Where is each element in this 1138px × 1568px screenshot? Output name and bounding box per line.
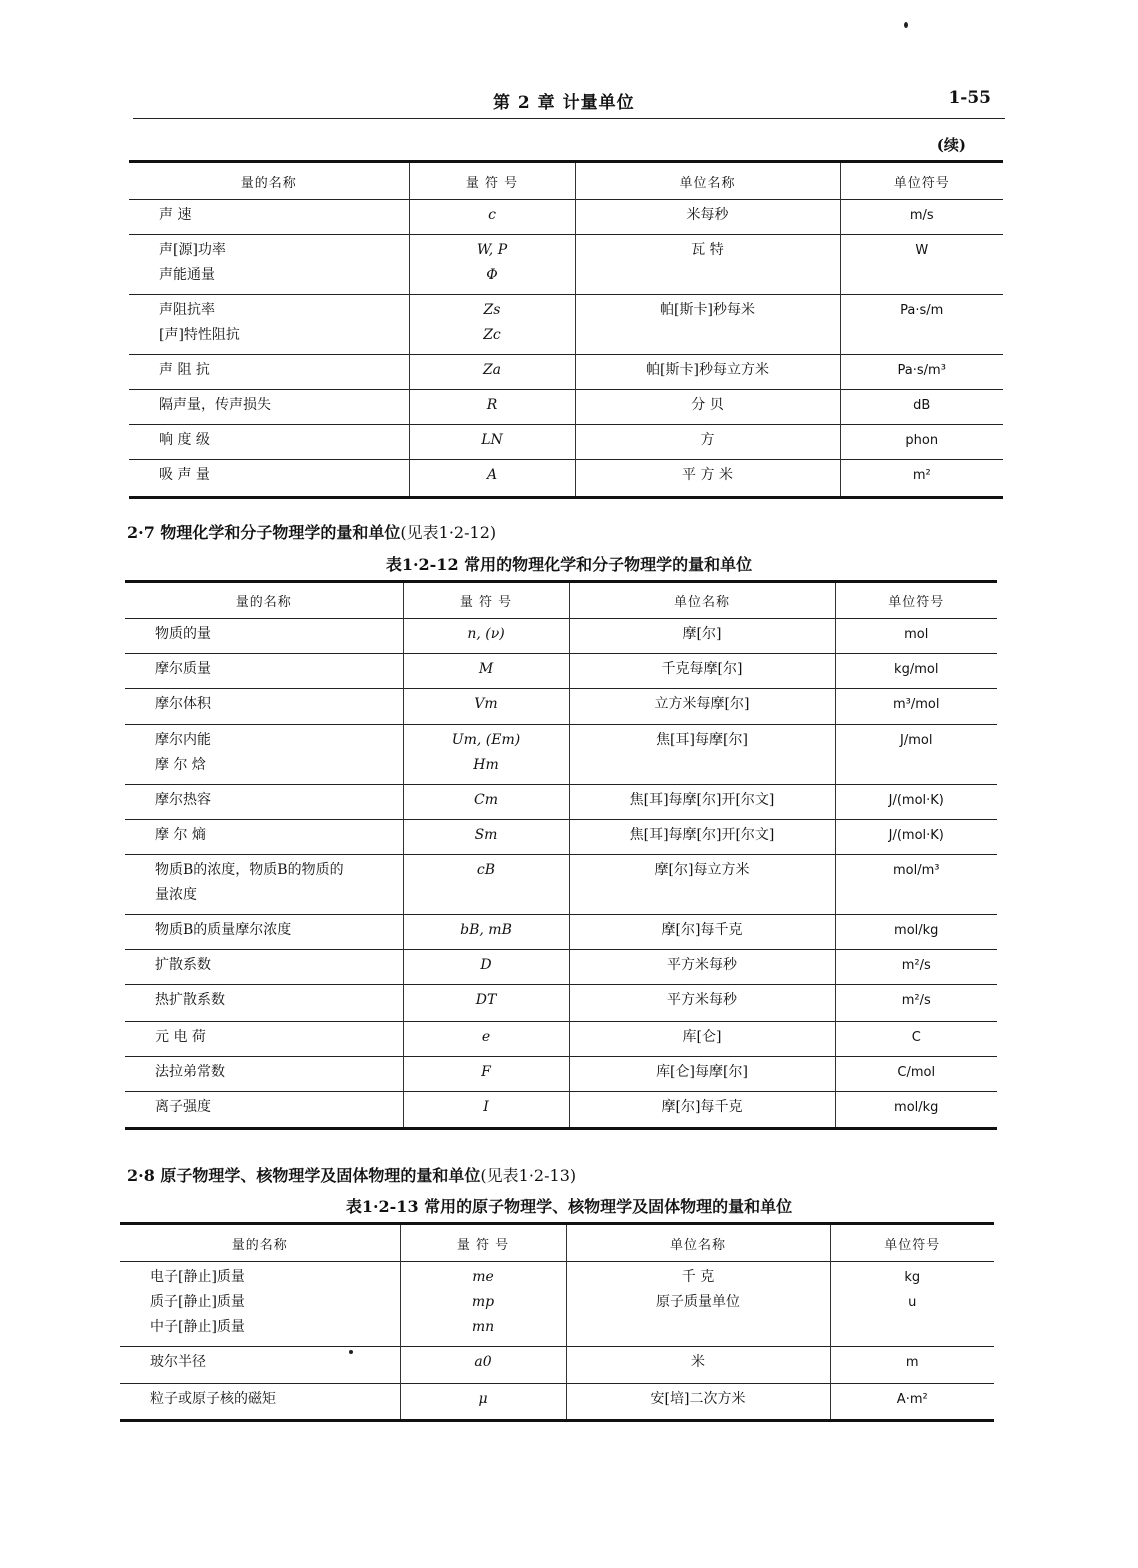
quantity-name-cell — [129, 390, 409, 425]
unit-symbol: mol/kg — [894, 923, 939, 938]
quantity-symbol-cell — [409, 390, 575, 425]
quantity-symbol: Hm — [473, 757, 499, 773]
unit-symbol: mol/m³ — [893, 863, 940, 878]
quantity-symbol-cell — [400, 1262, 566, 1347]
unit-name: 安[培]二次方米 — [650, 1391, 746, 1407]
quantity-name-cell — [120, 1262, 400, 1347]
quantity-symbol-cell — [403, 820, 569, 855]
col-header-unit-symbol: 单位符号 — [835, 582, 997, 619]
quantity-name-cell — [125, 1092, 403, 1129]
table-row — [125, 985, 997, 1022]
table-row — [129, 295, 1003, 355]
quantity-symbol: I — [483, 1099, 489, 1115]
unit-name-cell — [569, 915, 835, 950]
col-header-quantity: 量的名称 — [235, 595, 292, 610]
col-header-quantity: 量的名称 — [231, 1237, 288, 1253]
continued-label: (续) — [936, 136, 966, 154]
table-header-row — [120, 1224, 994, 1262]
unit-symbol: W — [915, 243, 929, 258]
unit-name-cell — [569, 820, 835, 855]
unit-symbol-cell — [840, 425, 1003, 460]
quantity-name: 声阻抗率 — [159, 302, 215, 318]
table-row — [125, 654, 997, 689]
unit-name-cell — [569, 950, 835, 985]
section-title: 2·8 原子物理学、核物理学及固体物理的量和单位 — [127, 1166, 481, 1185]
unit-symbol-cell — [840, 200, 1003, 235]
quantity-symbol-cell — [400, 1347, 566, 1384]
unit-name-cell — [575, 425, 840, 460]
quantity-name: 声能通量 — [159, 267, 215, 283]
table-row — [125, 689, 997, 725]
header-rule — [133, 118, 1005, 119]
quantity-name-cell — [129, 295, 409, 355]
table-row — [125, 725, 997, 785]
section-table-ref: (见表1·2-12) — [400, 523, 497, 542]
quantity-symbol: M — [478, 661, 494, 677]
quantity-symbol-cell — [403, 1022, 569, 1057]
quantity-symbol: Sm — [474, 827, 498, 843]
quantity-name: 扩散系数 — [155, 957, 211, 973]
quantity-symbol-cell — [409, 460, 575, 498]
quantity-name-cell — [125, 820, 403, 855]
quantity-symbol-cell — [409, 355, 575, 390]
unit-name-cell — [569, 1057, 835, 1092]
quantity-name: 隔声量，传声损失 — [159, 397, 271, 413]
unit-name-cell — [575, 235, 840, 295]
unit-symbol: mol/kg — [894, 1100, 939, 1115]
table-caption-1-2-12: 表1·2-12 常用的物理化学和分子物理学的量和单位 — [385, 555, 753, 574]
unit-symbol: C/mol — [897, 1065, 936, 1080]
quantity-name: 热扩散系数 — [155, 992, 225, 1008]
quantity-name-cell — [125, 915, 403, 950]
table-row — [125, 915, 997, 950]
unit-name-cell — [569, 785, 835, 820]
table-row — [125, 820, 997, 855]
unit-symbol: Pa·s/m — [900, 303, 944, 318]
quantity-name: 物质B的浓度，物质B的物质的 — [155, 862, 344, 878]
unit-symbol-cell — [835, 689, 997, 725]
quantity-name: 电子[静止]质量 — [150, 1269, 245, 1285]
unit-symbol-cell — [835, 1057, 997, 1092]
unit-name-cell — [566, 1262, 830, 1347]
quantity-symbol: a0 — [474, 1354, 492, 1370]
col-header-quantity: 量的名称 — [240, 175, 297, 191]
quantity-symbol: cB — [476, 862, 496, 878]
table-row — [120, 1347, 994, 1384]
unit-name: 立方米每摩[尔] — [654, 696, 750, 712]
quantity-name: 量浓度 — [155, 887, 197, 903]
quantity-symbol-cell — [403, 915, 569, 950]
table-row — [125, 619, 997, 654]
unit-name: 米每秒 — [686, 207, 729, 223]
col-header-symbol: 量 符 号 — [400, 1224, 566, 1262]
unit-symbol-cell — [840, 460, 1003, 498]
unit-name: 瓦 特 — [691, 242, 724, 258]
quantity-symbol-cell — [400, 1384, 566, 1421]
unit-name: 帕[斯卡]秒每米 — [660, 302, 755, 318]
quantity-name: 物质B的质量摩尔浓度 — [155, 922, 292, 938]
scan-speck — [349, 1350, 353, 1354]
unit-name-cell — [575, 390, 840, 425]
unit-name-cell — [569, 1022, 835, 1057]
col-header-unit-name: 单位名称 — [566, 1224, 830, 1262]
col-header-unit-name: 单位名称 — [569, 582, 835, 619]
quantity-name: 声 阻 抗 — [159, 362, 210, 378]
quantity-symbol-cell — [409, 295, 575, 355]
quantity-symbol: F — [481, 1064, 491, 1080]
unit-symbol-cell — [840, 355, 1003, 390]
unit-name: 千克每摩[尔] — [661, 661, 743, 677]
unit-name: 平方米每秒 — [667, 992, 737, 1008]
quantity-symbol-cell — [409, 200, 575, 235]
quantity-symbol: A — [486, 467, 498, 483]
quantity-symbol-cell — [403, 785, 569, 820]
quantity-symbol-cell — [403, 725, 569, 785]
quantity-name-cell — [125, 1022, 403, 1057]
table-row — [125, 1092, 997, 1129]
quantity-name-cell — [129, 460, 409, 498]
unit-symbol: m² — [912, 468, 931, 483]
table-1-2-13 — [120, 1222, 994, 1422]
quantity-name: 离子强度 — [155, 1099, 211, 1115]
table-row — [120, 1384, 994, 1421]
quantity-symbol: W, P — [476, 242, 508, 258]
quantity-name: [声]特性阻抗 — [159, 327, 240, 343]
section-title: 2·7 物理化学和分子物理学的量和单位 — [127, 523, 401, 542]
quantity-symbol-cell — [403, 1057, 569, 1092]
unit-name-cell — [575, 200, 840, 235]
unit-symbol-cell — [840, 390, 1003, 425]
unit-name: 库[仑] — [682, 1029, 722, 1045]
quantity-symbol-cell — [409, 425, 575, 460]
section-heading-2-7 — [127, 520, 496, 543]
unit-symbol-cell — [835, 785, 997, 820]
quantity-name-cell — [129, 235, 409, 295]
unit-symbol-cell — [830, 1384, 994, 1421]
table-header-row — [125, 582, 997, 619]
unit-symbol: C — [911, 1030, 921, 1045]
unit-name: 摩[尔]每千克 — [661, 922, 743, 938]
unit-symbol: u — [908, 1295, 917, 1310]
unit-name-cell — [566, 1347, 830, 1384]
unit-name-cell — [569, 654, 835, 689]
unit-symbol: m³/mol — [893, 697, 940, 712]
table-row — [129, 460, 1003, 498]
col-header-unit-symbol: 单位符号 — [830, 1224, 994, 1262]
unit-symbol: Pa·s/m³ — [897, 363, 946, 378]
quantity-symbol: c — [488, 207, 496, 223]
table-row — [129, 390, 1003, 425]
quantity-symbol: Cm — [474, 792, 498, 808]
table-row — [120, 1262, 994, 1347]
quantity-name: 摩 尔 焓 — [155, 757, 206, 773]
unit-name-cell — [569, 619, 835, 654]
quantity-name-cell — [125, 855, 403, 915]
unit-name-cell — [575, 460, 840, 498]
table-row — [125, 1057, 997, 1092]
unit-name: 原子质量单位 — [656, 1294, 740, 1310]
table-row — [129, 235, 1003, 295]
quantity-name-cell — [120, 1384, 400, 1421]
unit-symbol: dB — [913, 398, 931, 413]
table-1-2-12 — [125, 580, 997, 1130]
quantity-name: 摩 尔 熵 — [155, 827, 206, 843]
quantity-name-cell — [125, 985, 403, 1022]
table-row — [125, 785, 997, 820]
quantity-name-cell — [125, 619, 403, 654]
unit-name-cell — [566, 1384, 830, 1421]
unit-name-cell — [569, 725, 835, 785]
quantity-name: 中子[静止]质量 — [150, 1319, 245, 1335]
quantity-symbol: D — [480, 957, 492, 973]
section-heading-2-8 — [127, 1163, 576, 1186]
unit-symbol: mol — [904, 627, 929, 642]
quantity-symbol: Um, (Em) — [451, 732, 521, 748]
table-row — [129, 425, 1003, 460]
quantity-symbol: Vm — [474, 696, 498, 712]
unit-name: 平 方 米 — [682, 467, 733, 483]
unit-symbol: kg — [904, 1270, 921, 1285]
quantity-symbol-cell — [403, 855, 569, 915]
quantity-name: 质子[静止]质量 — [150, 1294, 245, 1310]
table-header-row — [129, 162, 1003, 200]
quantity-symbol: μ — [478, 1391, 488, 1407]
quantity-name: 摩尔热容 — [155, 792, 211, 808]
unit-name: 平方米每秒 — [667, 957, 737, 973]
quantity-name-cell — [129, 200, 409, 235]
unit-symbol-cell — [840, 295, 1003, 355]
unit-name-cell — [569, 855, 835, 915]
unit-name: 摩[尔]每千克 — [661, 1099, 743, 1115]
quantity-symbol-cell — [403, 985, 569, 1022]
unit-symbol-cell — [835, 950, 997, 985]
unit-symbol-cell — [835, 855, 997, 915]
quantity-name-cell — [125, 950, 403, 985]
unit-symbol-cell — [835, 619, 997, 654]
quantity-symbol: Φ — [486, 267, 498, 283]
table-row — [125, 950, 997, 985]
unit-name: 千 克 — [681, 1269, 715, 1285]
unit-symbol-cell — [835, 915, 997, 950]
quantity-name-cell — [120, 1347, 400, 1384]
unit-name: 方 — [700, 432, 715, 448]
unit-name: 米 — [691, 1354, 705, 1370]
quantity-symbol: bB, mB — [460, 922, 512, 938]
unit-name: 分 贝 — [691, 397, 724, 413]
unit-symbol: m — [905, 1355, 919, 1370]
quantity-symbol: mp — [471, 1294, 495, 1310]
unit-name: 帕[斯卡]秒每立方米 — [646, 362, 769, 378]
quantity-symbol: e — [481, 1029, 491, 1045]
unit-symbol: J/(mol·K) — [888, 793, 944, 808]
quantity-name-cell — [125, 689, 403, 725]
quantity-symbol-cell — [409, 235, 575, 295]
unit-symbol-cell — [835, 654, 997, 689]
table-row — [129, 200, 1003, 235]
unit-name-cell — [569, 985, 835, 1022]
quantity-name: 声 速 — [159, 207, 192, 223]
quantity-name-cell — [129, 355, 409, 390]
unit-symbol: kg/mol — [894, 662, 939, 677]
unit-name: 焦[耳]每摩[尔] — [656, 732, 748, 748]
unit-name: 焦[耳]每摩[尔]开[尔文] — [629, 792, 775, 808]
unit-symbol-cell — [835, 1092, 997, 1129]
quantity-symbol: Za — [482, 362, 502, 378]
unit-symbol-cell — [840, 235, 1003, 295]
quantity-name: 吸 声 量 — [159, 467, 210, 483]
unit-name-cell — [569, 689, 835, 725]
section-table-ref: (见表1·2-13) — [480, 1166, 577, 1185]
quantity-symbol: me — [472, 1269, 494, 1285]
quantity-symbol: Zc — [483, 327, 501, 343]
col-header-symbol: 量 符 号 — [409, 162, 575, 200]
unit-symbol-cell — [835, 820, 997, 855]
table-row — [129, 355, 1003, 390]
quantity-symbol: R — [486, 397, 498, 413]
quantity-name-cell — [125, 1057, 403, 1092]
quantity-symbol-cell — [403, 619, 569, 654]
unit-symbol-cell — [830, 1262, 994, 1347]
unit-symbol: m²/s — [901, 993, 931, 1008]
table-row — [125, 855, 997, 915]
table-caption-1-2-13: 表1·2-13 常用的原子物理学、核物理学及固体物理的量和单位 — [345, 1197, 793, 1216]
quantity-symbol: DT — [475, 992, 497, 1008]
quantity-name: 摩尔体积 — [155, 696, 211, 712]
quantity-symbol: LN — [481, 432, 503, 448]
page-header — [133, 88, 1005, 114]
quantity-name: 摩尔质量 — [155, 661, 211, 677]
col-header-unit-symbol: 单位符号 — [840, 162, 1003, 200]
scan-speck — [904, 22, 908, 28]
quantity-symbol: n, (ν) — [467, 626, 505, 642]
table-continued — [129, 160, 1003, 499]
unit-name-cell — [569, 1092, 835, 1129]
quantity-symbol: Zs — [483, 302, 501, 318]
quantity-name-cell — [125, 725, 403, 785]
quantity-symbol-cell — [403, 1092, 569, 1129]
unit-symbol-cell — [830, 1347, 994, 1384]
unit-symbol: m²/s — [901, 958, 931, 973]
page-number: 1-55 — [948, 88, 991, 108]
unit-symbol: A·m² — [896, 1392, 928, 1407]
unit-name-cell — [575, 295, 840, 355]
unit-symbol-cell — [835, 725, 997, 785]
chapter-title: 第 2 章 计量单位 — [493, 93, 635, 113]
table-row — [125, 1022, 997, 1057]
quantity-symbol-cell — [403, 689, 569, 725]
quantity-name: 玻尔半径 — [150, 1354, 206, 1370]
unit-symbol: J/mol — [900, 733, 933, 748]
unit-name: 焦[耳]每摩[尔]开[尔文] — [629, 827, 775, 843]
quantity-name: 声[源]功率 — [159, 242, 226, 258]
quantity-name: 元 电 荷 — [155, 1029, 206, 1045]
unit-symbol-cell — [835, 985, 997, 1022]
quantity-name: 摩尔内能 — [155, 732, 211, 748]
quantity-name: 响 度 级 — [159, 432, 210, 448]
quantity-name: 物质的量 — [155, 626, 211, 642]
unit-name: 摩[尔] — [682, 626, 722, 642]
quantity-name: 粒子或原子核的磁矩 — [150, 1391, 276, 1407]
col-header-unit-name: 单位名称 — [575, 162, 840, 200]
col-header-symbol: 量 符 号 — [403, 582, 569, 619]
unit-symbol: phon — [905, 433, 939, 448]
quantity-name-cell — [129, 425, 409, 460]
quantity-symbol-cell — [403, 950, 569, 985]
unit-name: 摩[尔]每立方米 — [654, 862, 750, 878]
quantity-symbol-cell — [403, 654, 569, 689]
quantity-name-cell — [125, 654, 403, 689]
unit-name-cell — [575, 355, 840, 390]
quantity-symbol: mn — [471, 1319, 495, 1335]
unit-symbol: J/(mol·K) — [888, 828, 944, 843]
unit-name: 库[仑]每摩[尔] — [656, 1064, 748, 1080]
quantity-name: 法拉弟常数 — [155, 1064, 225, 1080]
unit-symbol: m/s — [909, 208, 934, 223]
quantity-name-cell — [125, 785, 403, 820]
unit-symbol-cell — [835, 1022, 997, 1057]
